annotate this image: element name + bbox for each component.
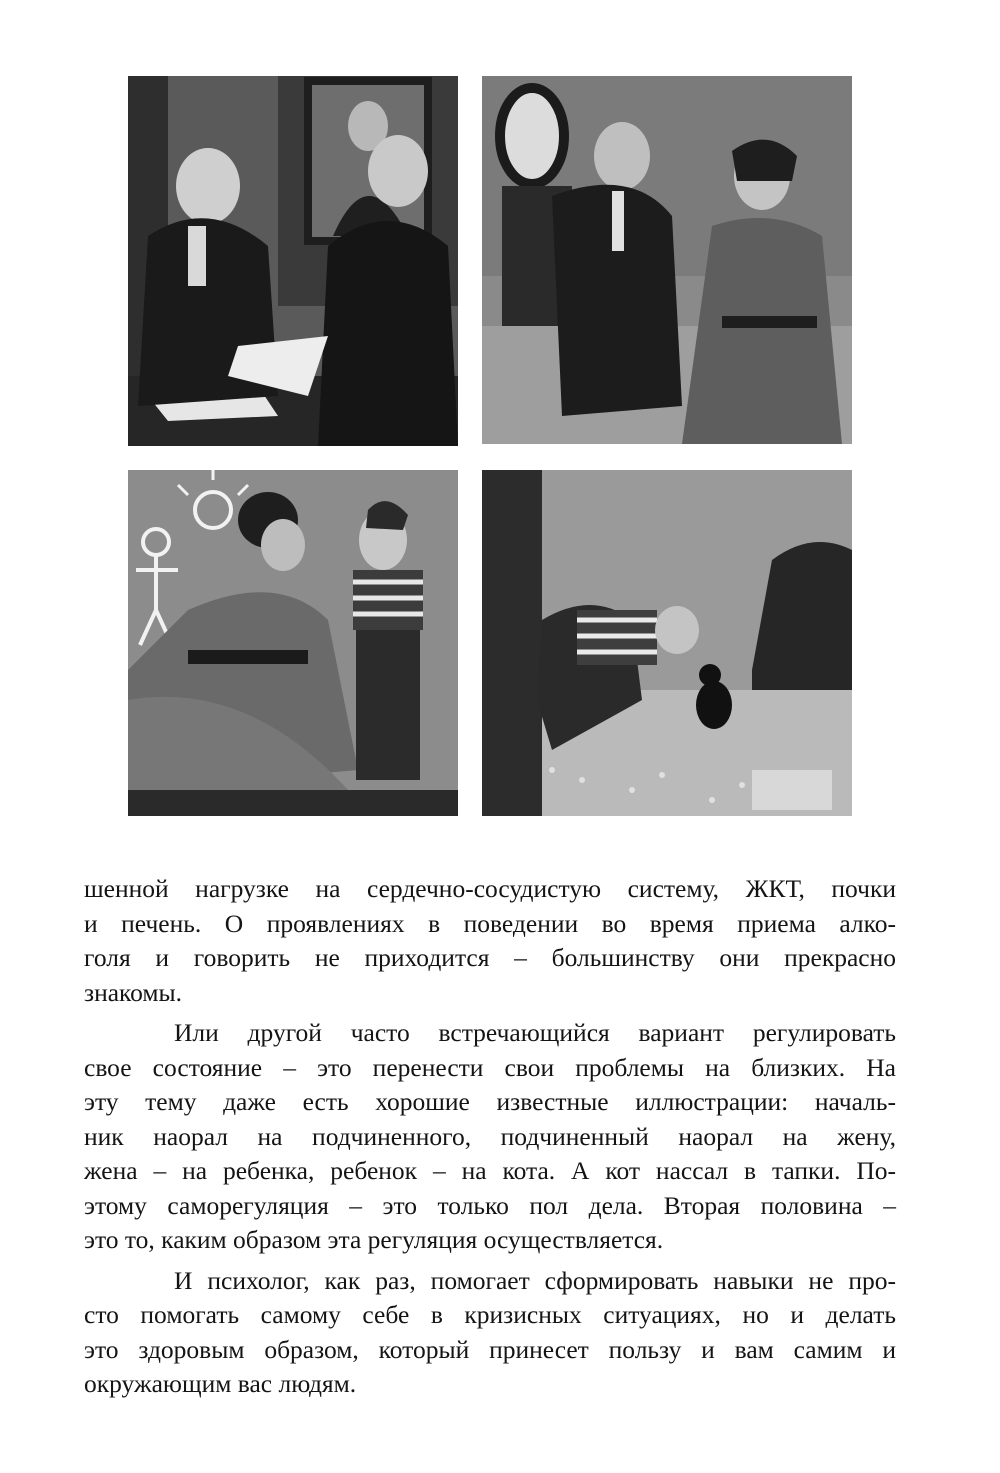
paragraph [84,872,896,1010]
paragraph [84,1016,896,1258]
illustration-husband-yelling [482,76,852,444]
body-text [84,872,896,1408]
illustration-child-and-cat [482,470,852,816]
text-line: окружающим вас людям. [84,1369,357,1398]
text-line: свое состояние – это перенести свои проблемы на близких. На [84,1052,896,1082]
text-line: ник наорал на подчиненного, подчиненный наорал на жену, [84,1121,896,1151]
text-line: Или другой часто встречающийся вариант регулировать [174,1018,896,1047]
text-line: жена – на ребенка, ребенок – на кота. А кот нассал в тапки. По- [84,1156,896,1185]
text-line: сто помогать самому себе в кризисных ситуациях, но и делать [84,1300,896,1329]
text-line: это здоровым образом, который принесет пользу и вам самим и [84,1334,896,1364]
illustration-mother-scolding-child [128,470,458,816]
text-line: шенной нагрузке на сердечно-сосудистую систему, ЖКТ, почки [84,874,896,903]
paragraph [84,1264,896,1402]
illustration-boss-scolding [128,76,458,446]
text-line: И психолог, как раз, помогает сформировать навыки не про- [174,1265,896,1295]
text-line: голя и говорить не приходится – большинству они прекрасно [84,943,896,972]
text-line: и печень. О проявлениях в поведении во время приема алко- [84,908,896,938]
text-line: это то, каким образом эта регуляция осуществляется. [84,1225,664,1254]
text-line: этому саморегуляция – это только пол дела. Вторая половина – [84,1190,896,1220]
text-line: эту тему даже есть хорошие известные иллюстрации: началь- [84,1087,896,1116]
text-line: знакомы. [84,977,183,1007]
